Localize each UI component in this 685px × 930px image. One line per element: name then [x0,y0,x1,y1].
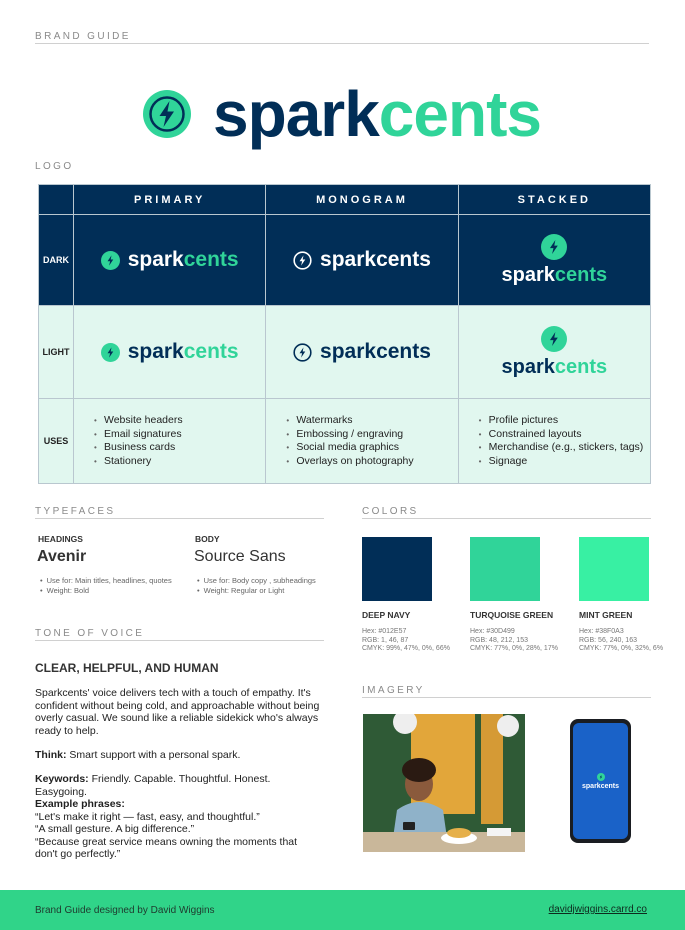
bolt-icon [143,90,191,138]
row-label-light: LIGHT [39,306,74,399]
phone-screen [573,723,628,839]
typefaces-label: TYPEFACES [35,506,116,517]
uses-primary [74,399,266,484]
list-item: • Weight: Regular or Light [197,586,316,596]
list-item: • Overlays on photography [286,455,457,469]
headings-title: HEADINGS [38,534,83,544]
list-item: • Profile pictures [479,414,650,428]
tone-paragraph: Sparkcents' voice delivers tech with a touch of empathy. It's confident without being cold, and approachable without being overly casual. We sound like a reliable sidekick who's always ready to help. [35,687,320,737]
list-item: • Signage [479,455,650,469]
color-name: DEEP NAVY [362,610,411,620]
phrase: “Because great service means owning the moments that don't go perfectly.” [35,835,298,861]
phrase: “Let's make it right — fast, easy, and thoughtful.” [35,810,260,823]
logo-monogram-light: sparkcents [266,306,458,399]
list-item: • Embossing / engraving [286,428,457,442]
list-item: • Constrained layouts [479,428,650,442]
uses-stacked [458,399,650,484]
imagery-rule [362,697,651,698]
footer-credit: Brand Guide designed by David Wiggins [35,905,215,916]
uses-monogram [266,399,458,484]
hero-wordmark: sparkcents [213,78,541,150]
phone-mockup [570,719,631,843]
colors-rule [362,518,651,519]
list-item: • Email signatures [94,428,265,442]
logo-section-label: LOGO [35,161,74,172]
person-with-phone-illustration [363,714,525,852]
footer-link[interactable]: davidjwiggins.carrd.co [548,904,647,915]
row-label-dark: DARK [39,215,74,306]
list-item: • Website headers [94,414,265,428]
bolt-outline-icon [293,251,312,270]
bolt-icon [541,326,567,352]
tone-title: CLEAR, HELPFUL, AND HUMAN [35,661,219,675]
phone-wordmark: sparkcents [582,782,619,790]
tone-label: TONE OF VOICE [35,628,145,639]
column-header-primary: PRIMARY [74,185,266,215]
logo-primary-light: sparkcents [74,306,266,399]
bolt-outline-icon [293,343,312,362]
headings-font-sample: Avenir [37,548,87,565]
bolt-icon [101,251,120,270]
phrase: “A small gesture. A big difference.” [35,823,195,836]
logo-monogram-dark: sparkcents [266,215,458,306]
list-item: • Stationery [94,455,265,469]
logo-stacked-light: sparkcents [458,306,650,399]
bolt-icon [597,773,605,781]
color-swatch-mint-green [579,537,649,601]
imagery-label: IMAGERY [362,685,425,696]
tone-phrases: Example phrases: “Let's make it right — fast, easy, and thoughtful.” “A small gesture. A big difference.” “Because great service means owning the moments that don't go perfectly.” [35,798,320,861]
color-spec: Hex: #30D499 RGB: 48, 212, 153 CMYK: 77%, 0%, 28%, 17% [470,628,558,652]
bolt-icon [541,234,567,260]
colors-label: COLORS [362,506,419,517]
tone-think: Think: Smart support with a personal spark. [35,749,241,761]
color-swatch-turquoise-green [470,537,540,601]
list-item: • Use for: Main titles, headlines, quotes [40,576,172,586]
hero-logo [143,78,541,150]
logo-primary-dark: sparkcents [74,215,266,306]
color-name: MINT GREEN [579,610,633,620]
column-header-monogram: MONOGRAM [266,185,458,215]
list-item: • Use for: Body copy , subheadings [197,576,316,586]
bolt-icon [101,343,120,362]
list-item: • Weight: Bold [40,586,172,596]
brand-guide-label: BRAND GUIDE [35,31,131,42]
body-title: BODY [195,534,220,544]
body-font-sample: Source Sans [194,548,286,565]
tone-keywords: Keywords: Friendly. Capable. Thoughtful. Honest. Easygoing. [35,773,271,798]
list-item: • Social media graphics [286,441,457,455]
list-item: • Watermarks [286,414,457,428]
tone-rule [35,640,324,641]
color-swatch-deep-navy [362,537,432,601]
logo-stacked-dark: sparkcents [458,215,650,306]
corner-cell [39,185,74,215]
row-label-uses: USES [39,399,74,484]
color-name: TURQUOISE GREEN [470,610,554,620]
logo-variants-table [38,184,651,484]
color-spec: Hex: #38F0A3 RGB: 56, 240, 163 CMYK: 77%, 0%, 32%, 6% [579,628,664,652]
color-spec: Hex: #012E57 RGB: 1, 46, 87 CMYK: 99%, 47%, 0%, 66% [362,628,450,652]
typefaces-rule [35,518,324,519]
header-rule [35,43,649,44]
list-item: • Business cards [94,441,265,455]
lifestyle-photo [363,714,525,852]
body-notes [197,576,316,596]
column-header-stacked: STACKED [458,185,650,215]
list-item: • Merchandise (e.g., stickers, tags) [479,441,650,455]
headings-notes [40,576,172,596]
footer [0,890,685,930]
